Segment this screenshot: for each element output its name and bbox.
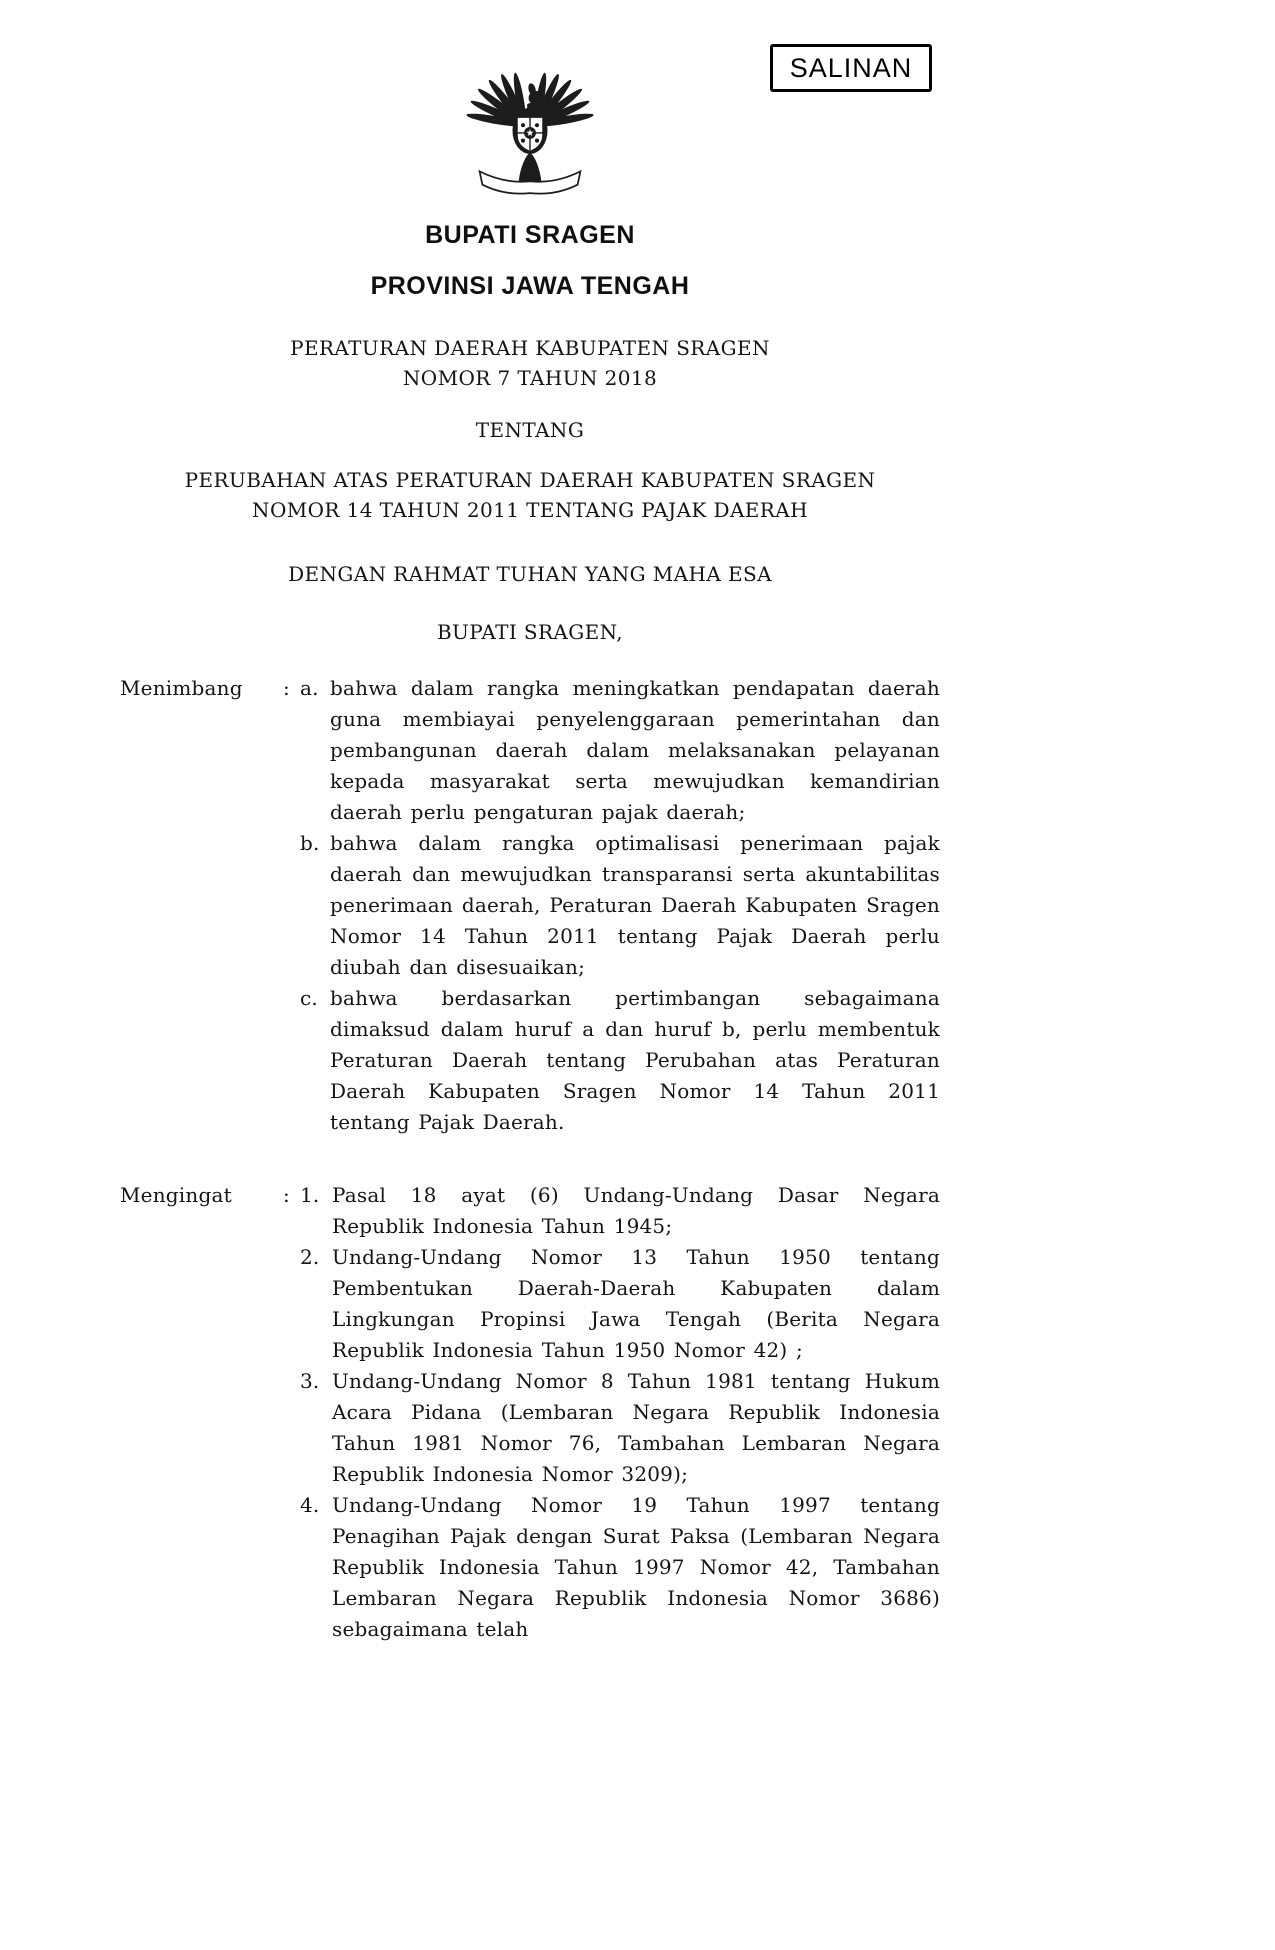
item-text: bahwa dalam rangka meningkatkan pendapatan daerah guna membiayai penyelenggaraan pemerintahan dan pembangunan daerah dalam melaksanakan pelayanan kepada masyarakat serta mewujudkan kemandirian daerah perlu pengaturan pajak daerah; [330,676,940,824]
list-item [300,673,940,828]
item-marker: c. [300,986,318,1010]
list-item [300,1242,940,1366]
mengingat-colon: : [283,1183,290,1207]
list-item [300,1366,940,1490]
menimbang-items [300,673,940,1138]
mengingat-label: Mengingat [120,1183,232,1207]
regulation-name: PERATURAN DAERAH KABUPATEN SRAGEN [290,336,770,360]
authority-line: BUPATI SRAGEN, [436,620,624,644]
list-item [300,983,940,1138]
list-item [300,1490,940,1645]
regulation-number: NOMOR 7 TAHUN 2018 [402,366,658,390]
item-text: Pasal 18 ayat (6) Undang-Undang Dasar Negara Republik Indonesia Tahun 1945; [332,1183,940,1238]
item-marker: 1. [300,1183,320,1207]
item-marker: a. [300,676,319,700]
salinan-stamp [770,44,932,92]
subject-line-2: NOMOR 14 TAHUN 2011 TENTANG PAJAK DAERAH [252,498,808,522]
garuda-pancasila-emblem [460,58,600,205]
item-text: bahwa dalam rangka optimalisasi penerimaan pajak daerah dan mewujudkan transparansi serta akuntabilitas penerimaan daerah, Peraturan Daerah Kabupaten Sragen Nomor 14 Tahun 2011 tentang Pajak Daerah perlu diubah dan disesuaikan; [330,831,940,979]
list-item [300,1180,940,1242]
menimbang-label: Menimbang [120,676,243,700]
page-title-provinsi: PROVINSI JAWA TENGAH [370,272,690,300]
page-title-bupati: BUPATI SRAGEN [425,221,635,249]
item-text: Undang-Undang Nomor 13 Tahun 1950 tentang Pembentukan Daerah-Daerah Kabupaten dalam Lingkungan Propinsi Jawa Tengah (Berita Negara Republik Indonesia Tahun 1950 Nomor 42) ; [332,1245,940,1362]
item-text: Undang-Undang Nomor 8 Tahun 1981 tentang Hukum Acara Pidana (Lembaran Negara Republik Indonesia Tahun 1981 Nomor 76, Tambahan Lembaran Negara Republik Indonesia Nomor 3209); [332,1369,940,1486]
document-content [120,0,940,1645]
mengingat-items [300,1180,940,1645]
menimbang-section [120,673,940,1138]
regulation-heading [120,333,940,393]
item-marker: b. [300,831,320,855]
salinan-stamp-label: SALINAN [789,52,913,83]
mengingat-section [120,1180,940,1645]
subject-heading [120,465,940,525]
item-marker: 2. [300,1245,320,1269]
item-marker: 4. [300,1493,320,1517]
list-item [300,828,940,983]
item-text: bahwa berdasarkan pertimbangan sebagaimana dimaksud dalam huruf a dan huruf b, perlu membentuk Peraturan Daerah tentang Perubahan atas Peraturan Daerah Kabupaten Sragen Nomor 14 Tahun 2011 tentang Pajak Daerah. [330,986,940,1134]
subject-line-1: PERUBAHAN ATAS PERATURAN DAERAH KABUPATEN SRAGEN [184,468,876,492]
item-marker: 3. [300,1369,320,1393]
tentang-label: TENTANG [475,418,585,442]
invocation-line: DENGAN RAHMAT TUHAN YANG MAHA ESA [288,562,772,586]
menimbang-colon: : [283,676,290,700]
item-text: Undang-Undang Nomor 19 Tahun 1997 tentang Penagihan Pajak dengan Surat Paksa (Lembaran Negara Republik Indonesia Tahun 1997 Nomor 42, Tambahan Lembaran Negara Republik Indonesia Nomor 3686) sebagaimana telah [332,1493,940,1641]
